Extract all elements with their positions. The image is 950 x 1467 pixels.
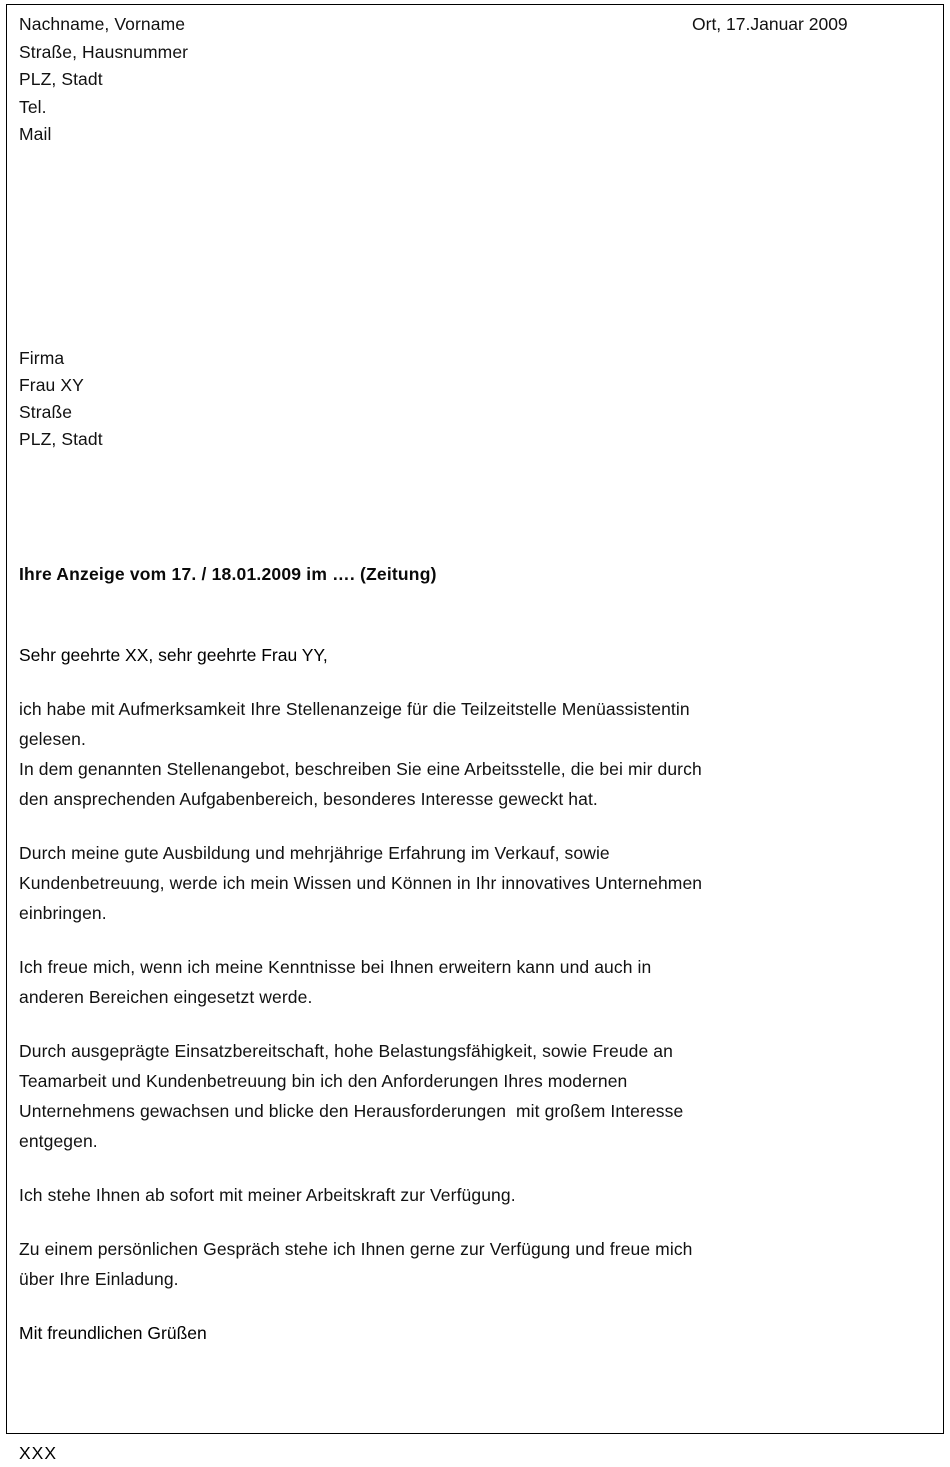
spacer-after-subject — [19, 588, 931, 640]
spacer-2 — [19, 928, 931, 952]
paragraph-line: anderen Bereichen eingesetzt werde. — [19, 986, 313, 1007]
spacer-after-recipient — [19, 453, 931, 561]
recipient-line-3: Straße — [19, 401, 73, 422]
spacer-5 — [19, 1210, 931, 1234]
letter-signature: XXX — [19, 1442, 58, 1463]
date-line: Ort, 17.Januar 2009 — [692, 14, 848, 34]
sender-line-2: Straße, Hausnummer — [19, 41, 189, 62]
recipient-line-4: PLZ, Stadt — [19, 428, 103, 449]
letter-subject: Ihre Anzeige vom 17. / 18.01.2009 im …. (Zeitung) — [19, 563, 437, 584]
spacer-after-sender — [19, 149, 931, 345]
spacer-6 — [19, 1294, 931, 1318]
letter-paragraph-4 — [19, 1036, 931, 1156]
letter-content — [15, 11, 935, 1463]
paragraph-line: Teamarbeit und Kundenbetreuung bin ich den Anforderungen Ihres modernen — [19, 1070, 628, 1091]
paragraph-line: Zu einem persönlichen Gespräch stehe ich Ihnen gerne zur Verfügung und freue mich — [19, 1238, 693, 1259]
paragraph-line: Durch meine gute Ausbildung und mehrjährige Erfahrung im Verkauf, sowie — [19, 842, 610, 863]
spacer-signature — [19, 1348, 931, 1440]
spacer-1 — [19, 814, 931, 838]
letter-paragraph-6 — [19, 1234, 931, 1294]
paragraph-line: Ich stehe Ihnen ab sofort mit meiner Arbeitskraft zur Verfügung. — [19, 1184, 516, 1205]
paragraph-line: In dem genannten Stellenangebot, beschreiben Sie eine Arbeitsstelle, die bei mir durch — [19, 758, 702, 779]
spacer-3 — [19, 1012, 931, 1036]
letter-paragraph-5 — [19, 1180, 931, 1210]
paragraph-line: entgegen. — [19, 1130, 98, 1151]
sender-line-4: Tel. — [19, 96, 47, 117]
recipient-line-1: Firma — [19, 347, 65, 368]
paragraph-line: gelesen. — [19, 728, 86, 749]
letter-paragraph-1 — [19, 694, 931, 814]
letter-salutation: Sehr geehrte XX, sehr geehrte Frau YY, — [19, 644, 328, 665]
sender-line-3: PLZ, Stadt — [19, 69, 103, 89]
letter-paragraph-3 — [19, 952, 931, 1012]
paragraph-line: Ich freue mich, wenn ich meine Kenntnisse bei Ihnen erweitern kann und auch in — [19, 956, 652, 977]
sender-first-line-row — [19, 11, 931, 39]
spacer-after-salutation — [19, 670, 931, 694]
sender-line-5: Mail — [19, 124, 52, 144]
paragraph-line: ich habe mit Aufmerksamkeit Ihre Stellenanzeige für die Teilzeitstelle Menüassistentin — [19, 698, 690, 719]
recipient-address-block — [19, 345, 931, 453]
paragraph-line: Durch ausgeprägte Einsatzbereitschaft, hohe Belastungsfähigkeit, sowie Freude an — [19, 1040, 673, 1061]
paragraph-line: Kundenbetreuung, werde ich mein Wissen und Können in Ihr innovatives Unternehmen — [19, 872, 703, 893]
paragraph-line: den ansprechenden Aufgabenbereich, besonderes Interesse geweckt hat. — [19, 788, 598, 809]
letter-closing: Mit freundlichen Grüßen — [19, 1322, 207, 1343]
paragraph-line: über Ihre Einladung. — [19, 1268, 179, 1289]
paragraph-line: Unternehmens gewachsen und blicke den Herausforderungen mit großem Interesse — [19, 1100, 684, 1121]
sender-address-block — [19, 11, 931, 149]
paragraph-line: einbringen. — [19, 902, 107, 923]
recipient-line-2: Frau XY — [19, 374, 84, 395]
sender-line-1: Nachname, Vorname — [19, 14, 186, 34]
spacer-4 — [19, 1156, 931, 1180]
letter-paragraph-2 — [19, 838, 931, 928]
letter-sheet — [6, 4, 944, 1463]
